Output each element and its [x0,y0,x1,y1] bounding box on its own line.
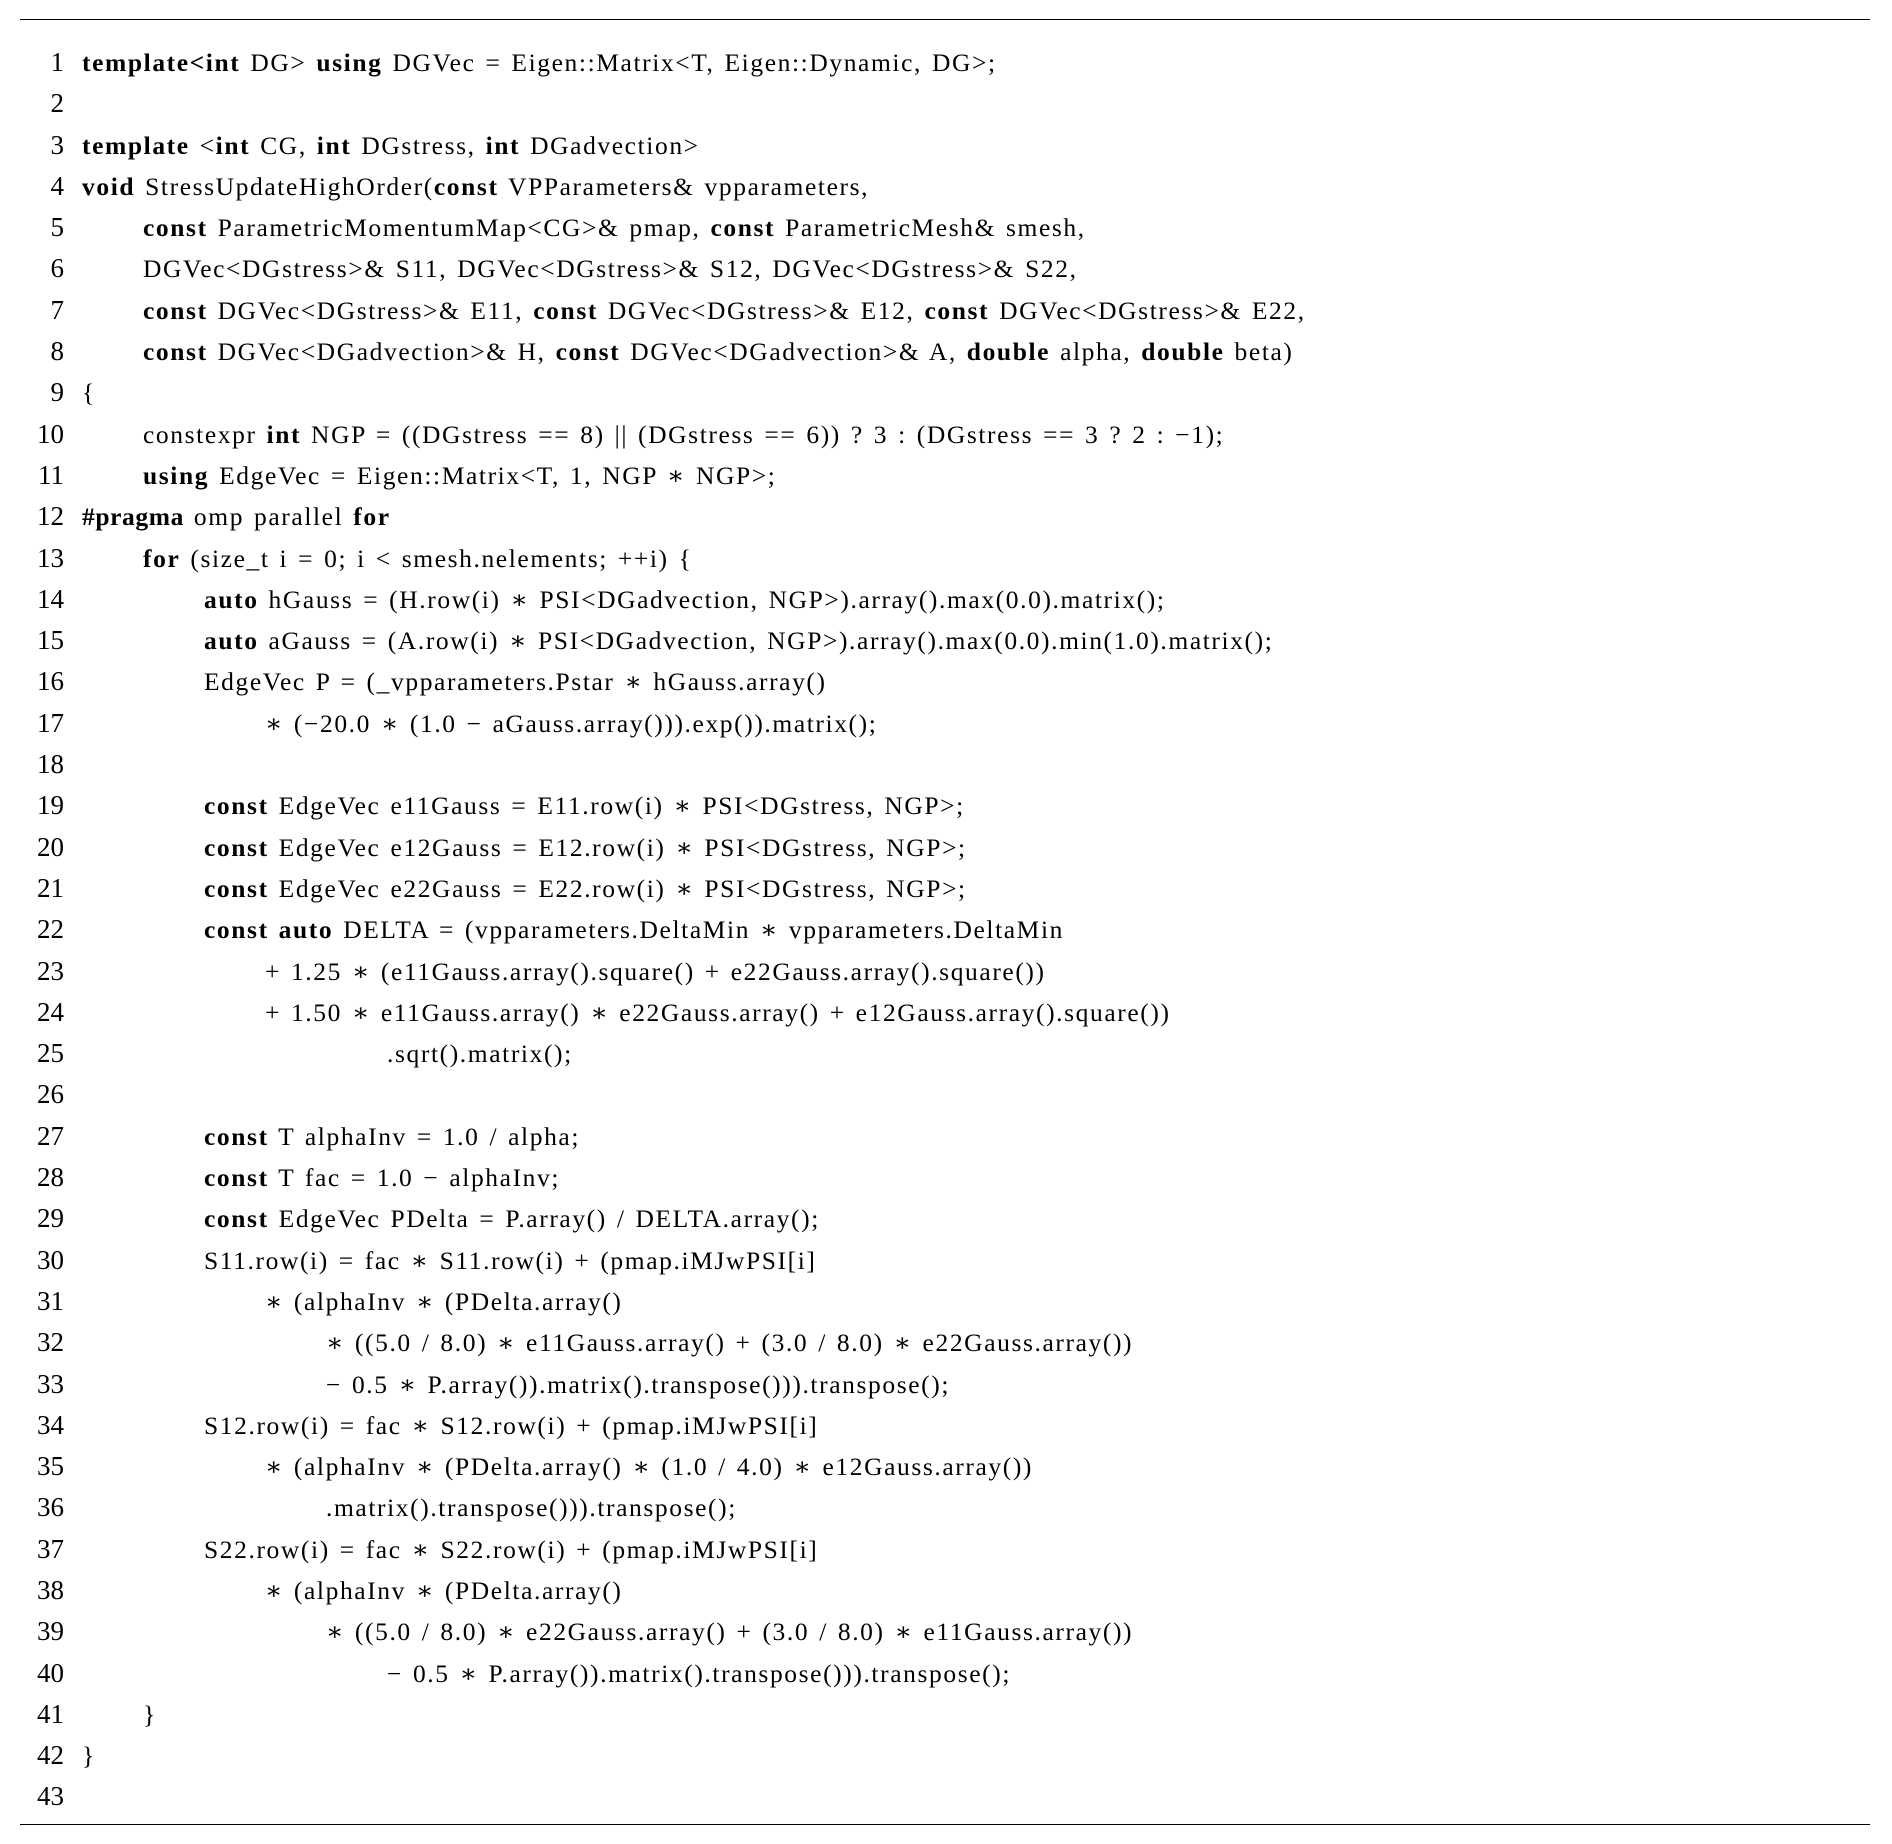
code-text [326,1364,950,1405]
code-token: T alphaInv = 1.0 / alpha; [268,1121,581,1151]
line-number: 12 [37,501,64,532]
code-line [0,248,1892,289]
keyword-token: const [143,295,208,325]
line-number: 28 [37,1162,64,1193]
code-line [0,414,1892,455]
code-line [0,42,1892,83]
code-token: DGVec<DGadvection>& A, [620,337,967,367]
line-number: 35 [37,1451,64,1482]
keyword-token: int [266,419,302,449]
line-number: 11 [38,459,64,490]
code-token [269,915,279,944]
code-line [0,538,1892,579]
line-number: 7 [50,294,64,325]
code-line [0,331,1892,372]
keyword-token: const [204,791,269,821]
line-number: 14 [37,583,64,614]
code-line [0,661,1892,702]
code-line [0,1240,1892,1281]
code-text [204,1157,560,1198]
line-number: 1 [50,47,64,77]
line-number: 24 [37,996,64,1027]
code-line [0,496,1892,537]
line-number: 21 [37,872,64,903]
line-number: 16 [37,666,64,697]
keyword-token: const [143,213,208,243]
code-token: DELTA = (vpparameters.DeltaMin ∗ vpparameters.DeltaMin [333,915,1064,945]
code-line [0,83,1892,124]
line-number: 26 [37,1079,64,1110]
code-text [326,1322,1133,1363]
keyword-token: const [555,337,621,367]
code-text [143,414,1224,455]
code-text [204,1116,580,1157]
keyword-token: const [204,873,269,903]
keyword-token: using [143,460,210,490]
code-text [82,1735,96,1776]
line-number: 19 [37,790,64,821]
code-line [0,1611,1892,1652]
code-line [0,1446,1892,1487]
line-number: 4 [50,170,64,201]
code-token: EdgeVec e11Gauss = E11.row(i) ∗ PSI<DGstress, NGP>; [268,791,965,821]
keyword-token: int [215,130,251,160]
line-number: 41 [37,1698,64,1729]
keyword-token: void [82,171,136,201]
line-number: 38 [37,1574,64,1605]
code-token: ParametricMesh& smesh, [775,213,1086,243]
line-number: 29 [37,1203,64,1234]
code-line [0,827,1892,868]
code-token: { [82,378,96,408]
code-line [0,125,1892,166]
keyword-token: const [204,832,269,862]
line-number: 36 [37,1492,64,1523]
keyword-token: auto [204,584,259,614]
line-number: 27 [37,1120,64,1151]
code-text [143,248,1078,289]
code-line [0,372,1892,413]
keyword-token: double [1141,337,1225,367]
keyword-token: auto [278,915,334,945]
code-token: NGP = ((DGstress == 8) || (DGstress == 6)) ? 3 : (DGstress == 3 ? 2 : −1); [301,419,1225,449]
code-text [265,1446,1033,1487]
line-number: 32 [37,1327,64,1358]
code-text [204,1405,818,1446]
line-number: 43 [37,1781,64,1812]
code-line [0,1405,1892,1446]
code-text [82,372,96,413]
code-text [143,290,1306,331]
code-token: + 1.25 ∗ (e11Gauss.array().square() + e22Gauss.array().square()) [265,956,1046,986]
code-text [387,1033,573,1074]
line-number: 34 [37,1409,64,1440]
code-text [204,620,1273,661]
code-token: DGadvection> [520,130,700,160]
code-text [204,1240,816,1281]
code-line [0,1322,1892,1363]
line-number: 2 [50,88,64,119]
code-token: alpha, [1050,337,1142,367]
code-text [82,125,700,166]
keyword-token: template<int [82,48,241,77]
keyword-token: const [204,915,269,945]
code-line [0,1281,1892,1322]
line-number: 17 [37,707,64,738]
code-token: ∗ (alphaInv ∗ (PDelta.array() ∗ (1.0 / 4.0) ∗ e12Gauss.array()) [265,1452,1034,1482]
code-text [204,827,967,868]
code-text [326,1487,737,1528]
code-line [0,1033,1892,1074]
code-token: VPParameters& vpparameters, [498,171,870,201]
line-number: 13 [37,542,64,573]
code-line [0,579,1892,620]
code-line [0,785,1892,826]
code-token: .sqrt().matrix(); [387,1039,573,1069]
code-token: ∗ (alphaInv ∗ (PDelta.array() [265,1286,623,1316]
code-token: EdgeVec P = (_vpparameters.Pstar ∗ hGauss.array() [204,667,827,697]
code-line [0,620,1892,661]
code-token: StressUpdateHighOrder( [135,171,434,201]
code-line [0,1735,1892,1776]
code-text [265,703,877,744]
line-number: 30 [37,1244,64,1275]
code-token: ∗ ((5.0 / 8.0) ∗ e22Gauss.array() + (3.0 / 8.0) ∗ e11Gauss.array()) [326,1617,1134,1647]
keyword-token: int [485,130,521,160]
keyword-token: const [204,1121,269,1151]
line-number: 40 [37,1657,64,1688]
code-text [143,1694,157,1735]
code-text [326,1611,1133,1652]
line-number: 22 [37,914,64,945]
code-text [204,579,1166,620]
code-line [0,1198,1892,1239]
code-line [0,909,1892,950]
code-text [82,496,391,537]
keyword-token: for [353,502,391,532]
code-text [143,207,1086,248]
line-number: 23 [37,955,64,986]
code-token: .matrix().transpose())).transpose(); [326,1493,737,1523]
code-token: ∗ (−20.0 ∗ (1.0 − aGauss.array())).exp()).matrix(); [265,708,878,738]
code-text [82,166,869,207]
code-text [387,1653,1011,1694]
line-number: 9 [50,377,64,408]
code-token: ∗ ((5.0 / 8.0) ∗ e11Gauss.array() + (3.0 / 8.0) ∗ e22Gauss.array()) [326,1328,1134,1358]
code-token: DGVec<DGstress>& E12, [597,295,925,325]
code-listing [0,42,1892,1818]
code-line [0,744,1892,785]
code-text [204,1529,818,1570]
code-line [0,1116,1892,1157]
code-token: T fac = 1.0 − alphaInv; [268,1163,561,1193]
keyword-token: auto [204,626,259,656]
code-token: EdgeVec PDelta = P.array() / DELTA.array(); [268,1204,820,1234]
code-line [0,1364,1892,1405]
code-text [265,992,1171,1033]
code-text [204,909,1064,950]
line-number: 5 [50,212,64,243]
code-token: − 0.5 ∗ P.array()).matrix().transpose())).transpose(); [387,1658,1012,1688]
code-token: ParametricMomentumMap<CG>& pmap, [207,213,711,243]
line-number: 10 [37,418,64,449]
code-token: omp parallel [183,502,354,532]
code-token: S12.row(i) = fac ∗ S12.row(i) + (pmap.iMJwPSI[i] [204,1410,819,1440]
code-token: S22.row(i) = fac ∗ S22.row(i) + (pmap.iMJwPSI[i] [204,1534,819,1564]
code-line [0,1694,1892,1735]
code-token: } [82,1741,96,1771]
code-token: } [143,1699,157,1729]
code-text [265,1281,623,1322]
code-token: DGVec<DGadvection>& H, [207,337,556,367]
code-line [0,166,1892,207]
top-rule [20,19,1870,20]
code-line [0,1653,1892,1694]
code-text [204,785,965,826]
keyword-token: using [316,48,383,77]
code-token: beta) [1224,337,1294,367]
keyword-token: int [316,130,352,160]
line-number: 33 [37,1368,64,1399]
code-token: CG, [250,130,317,160]
code-text [204,661,827,702]
code-token: (size_t i = 0; i < smesh.nelements; ++i) { [180,543,693,573]
code-line [0,1570,1892,1611]
preprocessor-token: #pragma [82,502,184,532]
code-line [0,1776,1892,1817]
keyword-token: for [143,543,181,573]
line-number: 25 [37,1038,64,1069]
code-line [0,868,1892,909]
code-token: DG> [240,48,317,77]
line-number: 18 [37,749,64,780]
line-number: 8 [50,336,64,367]
keyword-token: const [204,1163,269,1193]
line-number: 20 [37,831,64,862]
keyword-token: const [710,213,776,243]
code-token: DGVec<DGstress>& S11, DGVec<DGstress>& S12, DGVec<DGstress>& S22, [143,254,1078,284]
code-token: DGstress, [351,130,486,160]
keyword-token: const [143,337,208,367]
line-number: 42 [37,1740,64,1771]
code-token: EdgeVec e22Gauss = E22.row(i) ∗ PSI<DGstress, NGP>; [268,873,967,903]
code-token: ∗ (alphaInv ∗ (PDelta.array() [265,1575,623,1605]
code-token: < [189,130,216,160]
code-line [0,455,1892,496]
code-line [0,1529,1892,1570]
code-token: constexpr [143,419,267,449]
code-text [204,868,967,909]
line-number: 15 [37,625,64,656]
line-number: 31 [37,1285,64,1316]
code-token: DGVec = Eigen::Matrix<T, Eigen::Dynamic, DG>; [382,48,997,77]
code-line [0,1487,1892,1528]
code-token: DGVec<DGstress>& E22, [989,295,1306,325]
code-text [265,951,1046,992]
bottom-rule [20,1824,1870,1825]
code-line [0,951,1892,992]
keyword-token: double [966,337,1051,367]
code-token: DGVec<DGstress>& E11, [207,295,534,325]
code-token: − 0.5 ∗ P.array()).matrix().transpose())).transpose(); [326,1369,951,1399]
code-text [143,538,692,579]
code-token: + 1.50 ∗ e11Gauss.array() ∗ e22Gauss.array() + e12Gauss.array().square()) [265,997,1171,1027]
code-text [82,42,997,83]
code-line [0,703,1892,744]
code-token: EdgeVec e12Gauss = E12.row(i) ∗ PSI<DGstress, NGP>; [268,832,967,862]
line-number: 39 [37,1616,64,1647]
code-line [0,1157,1892,1198]
keyword-token: const [924,295,990,325]
keyword-token: const [204,1204,269,1234]
line-number: 6 [50,253,64,284]
keyword-token: template [82,130,190,160]
code-line [0,290,1892,331]
code-line [0,1074,1892,1115]
code-line [0,207,1892,248]
code-token: hGauss = (H.row(i) ∗ PSI<DGadvection, NGP>).array().max(0.0).matrix(); [258,584,1166,614]
code-text [143,331,1294,372]
code-token: EdgeVec = Eigen::Matrix<T, 1, NGP ∗ NGP>; [209,460,777,490]
line-number: 37 [37,1533,64,1564]
code-text [143,455,776,496]
code-token: aGauss = (A.row(i) ∗ PSI<DGadvection, NGP>).array().max(0.0).min(1.0).matrix(); [258,626,1274,656]
code-text [265,1570,623,1611]
code-line [0,992,1892,1033]
code-text [204,1198,820,1239]
keyword-token: const [533,295,598,325]
code-token: S11.row(i) = fac ∗ S11.row(i) + (pmap.iMJwPSI[i] [204,1245,817,1275]
line-number: 3 [50,129,64,160]
keyword-token: const [433,171,499,201]
